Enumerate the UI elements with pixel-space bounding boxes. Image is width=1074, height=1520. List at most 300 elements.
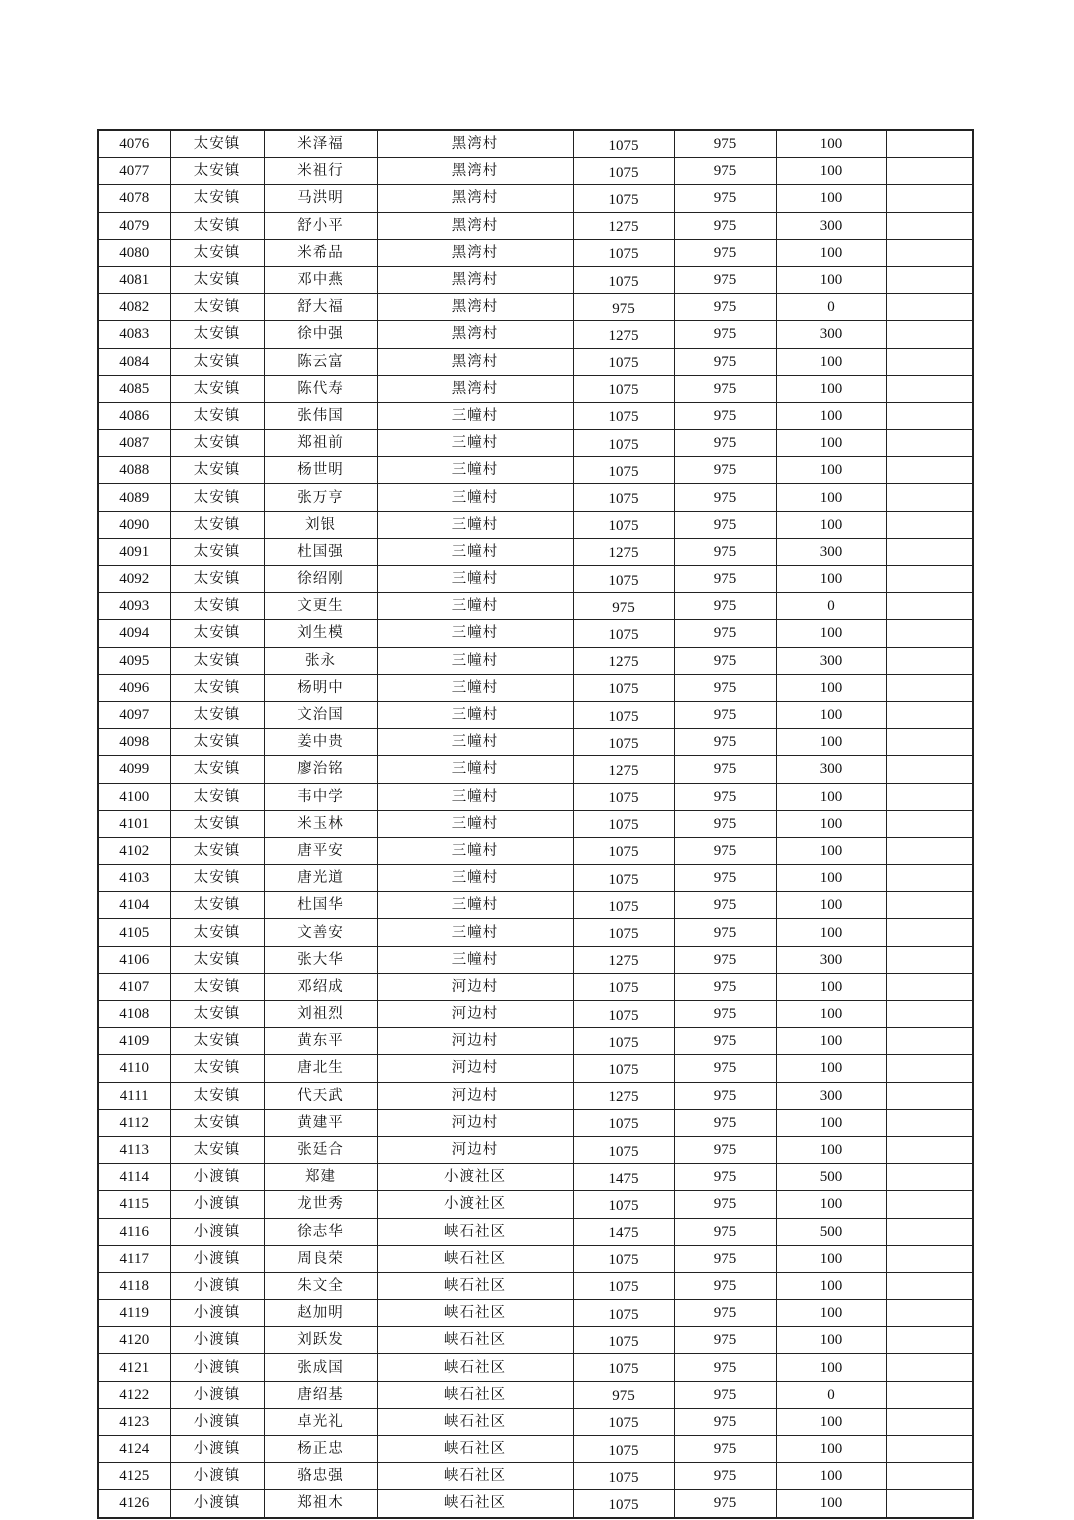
remark-cell <box>886 1055 973 1082</box>
serial-cell: 4080 <box>98 239 170 266</box>
village-cell: 三幢村 <box>377 865 573 892</box>
table-row <box>98 701 973 728</box>
remark-cell <box>886 946 973 973</box>
serial-cell: 4114 <box>98 1164 170 1191</box>
town-cell: 太安镇 <box>170 130 264 158</box>
difference-cell: 0 <box>776 294 886 321</box>
table-row <box>98 1408 973 1435</box>
base-cell: 975 <box>674 1436 776 1463</box>
serial-cell: 4122 <box>98 1381 170 1408</box>
table-row <box>98 375 973 402</box>
difference-cell: 100 <box>776 701 886 728</box>
table-row <box>98 402 973 429</box>
town-cell: 小渡镇 <box>170 1300 264 1327</box>
base-cell: 975 <box>674 810 776 837</box>
difference-cell: 500 <box>776 1164 886 1191</box>
standard-cell: 1075 <box>573 158 674 185</box>
difference-cell: 100 <box>776 810 886 837</box>
standard-cell: 1075 <box>573 783 674 810</box>
name-cell: 郑祖木 <box>264 1490 377 1518</box>
name-cell: 代天武 <box>264 1082 377 1109</box>
town-cell: 小渡镇 <box>170 1354 264 1381</box>
serial-cell: 4079 <box>98 212 170 239</box>
name-cell: 韦中学 <box>264 783 377 810</box>
base-cell: 975 <box>674 158 776 185</box>
remark-cell <box>886 1327 973 1354</box>
remark-cell <box>886 892 973 919</box>
standard-cell: 1075 <box>573 1408 674 1435</box>
village-cell: 河边村 <box>377 1082 573 1109</box>
difference-cell: 300 <box>776 1082 886 1109</box>
standard-cell: 1075 <box>573 1055 674 1082</box>
standard-cell: 1075 <box>573 892 674 919</box>
serial-cell: 4102 <box>98 837 170 864</box>
table-row <box>98 239 973 266</box>
town-cell: 太安镇 <box>170 729 264 756</box>
difference-cell: 100 <box>776 620 886 647</box>
name-cell: 刘祖烈 <box>264 1001 377 1028</box>
base-cell: 975 <box>674 783 776 810</box>
standard-cell: 1275 <box>573 1082 674 1109</box>
difference-cell: 100 <box>776 130 886 158</box>
village-cell: 三幢村 <box>377 647 573 674</box>
standard-cell: 1075 <box>573 1191 674 1218</box>
serial-cell: 4115 <box>98 1191 170 1218</box>
serial-cell: 4105 <box>98 919 170 946</box>
difference-cell: 0 <box>776 593 886 620</box>
serial-cell: 4118 <box>98 1272 170 1299</box>
name-cell: 廖治铭 <box>264 756 377 783</box>
serial-cell: 4117 <box>98 1245 170 1272</box>
base-cell: 975 <box>674 266 776 293</box>
table-row <box>98 566 973 593</box>
standard-cell: 1075 <box>573 348 674 375</box>
remark-cell <box>886 212 973 239</box>
table-row <box>98 1381 973 1408</box>
town-cell: 太安镇 <box>170 946 264 973</box>
table-row <box>98 1109 973 1136</box>
standard-cell: 1275 <box>573 212 674 239</box>
name-cell: 朱文全 <box>264 1272 377 1299</box>
name-cell: 杜国华 <box>264 892 377 919</box>
serial-cell: 4077 <box>98 158 170 185</box>
base-cell: 975 <box>674 1381 776 1408</box>
base-cell: 975 <box>674 348 776 375</box>
town-cell: 太安镇 <box>170 538 264 565</box>
town-cell: 小渡镇 <box>170 1245 264 1272</box>
standard-cell: 1075 <box>573 402 674 429</box>
standard-cell: 1075 <box>573 484 674 511</box>
town-cell: 太安镇 <box>170 348 264 375</box>
name-cell: 卓光礼 <box>264 1408 377 1435</box>
table-row <box>98 212 973 239</box>
village-cell: 黑湾村 <box>377 185 573 212</box>
difference-cell: 100 <box>776 1300 886 1327</box>
remark-cell <box>886 593 973 620</box>
serial-cell: 4091 <box>98 538 170 565</box>
base-cell: 975 <box>674 1300 776 1327</box>
standard-cell: 1075 <box>573 1354 674 1381</box>
village-cell: 河边村 <box>377 973 573 1000</box>
name-cell: 唐绍基 <box>264 1381 377 1408</box>
difference-cell: 100 <box>776 1327 886 1354</box>
standard-cell: 1075 <box>573 810 674 837</box>
town-cell: 小渡镇 <box>170 1327 264 1354</box>
base-cell: 975 <box>674 1327 776 1354</box>
serial-cell: 4125 <box>98 1463 170 1490</box>
base-cell: 975 <box>674 457 776 484</box>
difference-cell: 0 <box>776 1381 886 1408</box>
serial-cell: 4087 <box>98 430 170 457</box>
name-cell: 米希品 <box>264 239 377 266</box>
town-cell: 太安镇 <box>170 783 264 810</box>
name-cell: 文善安 <box>264 919 377 946</box>
serial-cell: 4110 <box>98 1055 170 1082</box>
standard-cell: 1075 <box>573 1272 674 1299</box>
table-row <box>98 946 973 973</box>
town-cell: 太安镇 <box>170 457 264 484</box>
standard-cell: 1075 <box>573 865 674 892</box>
remark-cell <box>886 756 973 783</box>
serial-cell: 4123 <box>98 1408 170 1435</box>
serial-cell: 4104 <box>98 892 170 919</box>
village-cell: 河边村 <box>377 1028 573 1055</box>
difference-cell: 100 <box>776 266 886 293</box>
table-row <box>98 892 973 919</box>
standard-cell: 1275 <box>573 538 674 565</box>
village-cell: 峡石社区 <box>377 1490 573 1518</box>
serial-cell: 4082 <box>98 294 170 321</box>
difference-cell: 300 <box>776 538 886 565</box>
name-cell: 黄东平 <box>264 1028 377 1055</box>
remark-cell <box>886 1354 973 1381</box>
difference-cell: 100 <box>776 1028 886 1055</box>
base-cell: 975 <box>674 701 776 728</box>
remark-cell <box>886 973 973 1000</box>
village-cell: 河边村 <box>377 1001 573 1028</box>
serial-cell: 4094 <box>98 620 170 647</box>
remark-cell <box>886 1436 973 1463</box>
name-cell: 赵加明 <box>264 1300 377 1327</box>
difference-cell: 100 <box>776 865 886 892</box>
village-cell: 峡石社区 <box>377 1463 573 1490</box>
standard-cell: 1075 <box>573 239 674 266</box>
serial-cell: 4092 <box>98 566 170 593</box>
difference-cell: 100 <box>776 484 886 511</box>
standard-cell: 1075 <box>573 511 674 538</box>
base-cell: 975 <box>674 566 776 593</box>
serial-cell: 4083 <box>98 321 170 348</box>
village-cell: 黑湾村 <box>377 375 573 402</box>
town-cell: 太安镇 <box>170 1109 264 1136</box>
standard-cell: 1475 <box>573 1164 674 1191</box>
village-cell: 三幢村 <box>377 946 573 973</box>
remark-cell <box>886 729 973 756</box>
table-row <box>98 837 973 864</box>
difference-cell: 100 <box>776 511 886 538</box>
village-cell: 三幢村 <box>377 538 573 565</box>
table-row <box>98 1082 973 1109</box>
standard-cell: 1075 <box>573 919 674 946</box>
difference-cell: 100 <box>776 1408 886 1435</box>
base-cell: 975 <box>674 430 776 457</box>
remark-cell <box>886 1245 973 1272</box>
remark-cell <box>886 294 973 321</box>
remark-cell <box>886 1218 973 1245</box>
difference-cell: 100 <box>776 1136 886 1163</box>
name-cell: 张大华 <box>264 946 377 973</box>
table-row <box>98 1300 973 1327</box>
base-cell: 975 <box>674 185 776 212</box>
data-table <box>97 129 974 1519</box>
remark-cell <box>886 484 973 511</box>
remark-cell <box>886 1381 973 1408</box>
name-cell: 张万亨 <box>264 484 377 511</box>
difference-cell: 100 <box>776 185 886 212</box>
base-cell: 975 <box>674 1245 776 1272</box>
village-cell: 三幢村 <box>377 756 573 783</box>
difference-cell: 100 <box>776 1109 886 1136</box>
name-cell: 文更生 <box>264 593 377 620</box>
difference-cell: 100 <box>776 973 886 1000</box>
village-cell: 三幢村 <box>377 701 573 728</box>
serial-cell: 4101 <box>98 810 170 837</box>
base-cell: 975 <box>674 919 776 946</box>
town-cell: 小渡镇 <box>170 1463 264 1490</box>
serial-cell: 4078 <box>98 185 170 212</box>
town-cell: 小渡镇 <box>170 1191 264 1218</box>
table-row <box>98 130 973 158</box>
remark-cell <box>886 1001 973 1028</box>
town-cell: 太安镇 <box>170 321 264 348</box>
town-cell: 太安镇 <box>170 892 264 919</box>
town-cell: 小渡镇 <box>170 1381 264 1408</box>
village-cell: 峡石社区 <box>377 1272 573 1299</box>
difference-cell: 100 <box>776 1436 886 1463</box>
serial-cell: 4096 <box>98 674 170 701</box>
serial-cell: 4089 <box>98 484 170 511</box>
village-cell: 黑湾村 <box>377 266 573 293</box>
town-cell: 太安镇 <box>170 1001 264 1028</box>
serial-cell: 4109 <box>98 1028 170 1055</box>
difference-cell: 300 <box>776 212 886 239</box>
serial-cell: 4093 <box>98 593 170 620</box>
base-cell: 975 <box>674 1408 776 1435</box>
base-cell: 975 <box>674 402 776 429</box>
town-cell: 小渡镇 <box>170 1490 264 1518</box>
difference-cell: 100 <box>776 239 886 266</box>
remark-cell <box>886 538 973 565</box>
remark-cell <box>886 1191 973 1218</box>
town-cell: 小渡镇 <box>170 1218 264 1245</box>
village-cell: 河边村 <box>377 1055 573 1082</box>
village-cell: 峡石社区 <box>377 1245 573 1272</box>
base-cell: 975 <box>674 1164 776 1191</box>
difference-cell: 100 <box>776 783 886 810</box>
base-cell: 975 <box>674 1272 776 1299</box>
town-cell: 太安镇 <box>170 484 264 511</box>
standard-cell: 1075 <box>573 1436 674 1463</box>
difference-cell: 100 <box>776 892 886 919</box>
difference-cell: 100 <box>776 837 886 864</box>
remark-cell <box>886 457 973 484</box>
serial-cell: 4097 <box>98 701 170 728</box>
difference-cell: 300 <box>776 756 886 783</box>
name-cell: 刘银 <box>264 511 377 538</box>
village-cell: 三幢村 <box>377 783 573 810</box>
difference-cell: 100 <box>776 566 886 593</box>
village-cell: 三幢村 <box>377 566 573 593</box>
standard-cell: 975 <box>573 294 674 321</box>
village-cell: 三幢村 <box>377 511 573 538</box>
town-cell: 小渡镇 <box>170 1436 264 1463</box>
remark-cell <box>886 919 973 946</box>
remark-cell <box>886 837 973 864</box>
village-cell: 小渡社区 <box>377 1164 573 1191</box>
base-cell: 975 <box>674 212 776 239</box>
serial-cell: 4106 <box>98 946 170 973</box>
table-row <box>98 1164 973 1191</box>
table-row <box>98 1245 973 1272</box>
table-row <box>98 783 973 810</box>
remark-cell <box>886 375 973 402</box>
remark-cell <box>886 674 973 701</box>
standard-cell: 1075 <box>573 1490 674 1518</box>
remark-cell <box>886 321 973 348</box>
town-cell: 太安镇 <box>170 294 264 321</box>
village-cell: 三幢村 <box>377 892 573 919</box>
table-row <box>98 348 973 375</box>
remark-cell <box>886 647 973 674</box>
remark-cell <box>886 511 973 538</box>
base-cell: 975 <box>674 484 776 511</box>
base-cell: 975 <box>674 375 776 402</box>
remark-cell <box>886 1164 973 1191</box>
town-cell: 太安镇 <box>170 1082 264 1109</box>
name-cell: 张成国 <box>264 1354 377 1381</box>
remark-cell <box>886 566 973 593</box>
name-cell: 邓绍成 <box>264 973 377 1000</box>
town-cell: 太安镇 <box>170 375 264 402</box>
village-cell: 三幢村 <box>377 457 573 484</box>
village-cell: 黑湾村 <box>377 294 573 321</box>
town-cell: 太安镇 <box>170 511 264 538</box>
village-cell: 三幢村 <box>377 919 573 946</box>
base-cell: 975 <box>674 729 776 756</box>
standard-cell: 1075 <box>573 566 674 593</box>
name-cell: 唐光道 <box>264 865 377 892</box>
base-cell: 975 <box>674 593 776 620</box>
remark-cell <box>886 430 973 457</box>
name-cell: 龙世秀 <box>264 1191 377 1218</box>
table-row <box>98 1272 973 1299</box>
difference-cell: 100 <box>776 430 886 457</box>
name-cell: 米泽福 <box>264 130 377 158</box>
table-row <box>98 1136 973 1163</box>
difference-cell: 100 <box>776 919 886 946</box>
remark-cell <box>886 810 973 837</box>
town-cell: 小渡镇 <box>170 1408 264 1435</box>
table-row <box>98 538 973 565</box>
town-cell: 太安镇 <box>170 566 264 593</box>
village-cell: 黑湾村 <box>377 321 573 348</box>
base-cell: 975 <box>674 130 776 158</box>
standard-cell: 1075 <box>573 729 674 756</box>
base-cell: 975 <box>674 756 776 783</box>
name-cell: 文治国 <box>264 701 377 728</box>
serial-cell: 4111 <box>98 1082 170 1109</box>
town-cell: 太安镇 <box>170 158 264 185</box>
base-cell: 975 <box>674 1028 776 1055</box>
village-cell: 黑湾村 <box>377 239 573 266</box>
base-cell: 975 <box>674 1490 776 1518</box>
serial-cell: 4081 <box>98 266 170 293</box>
table-row <box>98 1001 973 1028</box>
standard-cell: 1275 <box>573 946 674 973</box>
village-cell: 峡石社区 <box>377 1218 573 1245</box>
difference-cell: 100 <box>776 729 886 756</box>
name-cell: 邓中燕 <box>264 266 377 293</box>
standard-cell: 1275 <box>573 756 674 783</box>
base-cell: 975 <box>674 647 776 674</box>
base-cell: 975 <box>674 674 776 701</box>
name-cell: 杜国强 <box>264 538 377 565</box>
difference-cell: 100 <box>776 1001 886 1028</box>
town-cell: 太安镇 <box>170 1136 264 1163</box>
remark-cell <box>886 348 973 375</box>
standard-cell: 1075 <box>573 430 674 457</box>
table-row <box>98 430 973 457</box>
name-cell: 姜中贵 <box>264 729 377 756</box>
village-cell: 峡石社区 <box>377 1300 573 1327</box>
standard-cell: 1075 <box>573 1463 674 1490</box>
difference-cell: 100 <box>776 1245 886 1272</box>
village-cell: 峡石社区 <box>377 1381 573 1408</box>
village-cell: 峡石社区 <box>377 1436 573 1463</box>
village-cell: 三幢村 <box>377 593 573 620</box>
difference-cell: 300 <box>776 946 886 973</box>
village-cell: 三幢村 <box>377 810 573 837</box>
serial-cell: 4108 <box>98 1001 170 1028</box>
standard-cell: 1075 <box>573 1109 674 1136</box>
name-cell: 杨明中 <box>264 674 377 701</box>
name-cell: 杨世明 <box>264 457 377 484</box>
base-cell: 975 <box>674 620 776 647</box>
town-cell: 小渡镇 <box>170 1164 264 1191</box>
name-cell: 唐平安 <box>264 837 377 864</box>
serial-cell: 4076 <box>98 130 170 158</box>
standard-cell: 975 <box>573 1381 674 1408</box>
table-body <box>98 130 973 1518</box>
table-row <box>98 1354 973 1381</box>
remark-cell <box>886 1136 973 1163</box>
base-cell: 975 <box>674 892 776 919</box>
village-cell: 黑湾村 <box>377 348 573 375</box>
village-cell: 河边村 <box>377 1109 573 1136</box>
difference-cell: 100 <box>776 348 886 375</box>
difference-cell: 100 <box>776 1354 886 1381</box>
table-row <box>98 756 973 783</box>
name-cell: 徐中强 <box>264 321 377 348</box>
table-row <box>98 919 973 946</box>
table-row <box>98 185 973 212</box>
name-cell: 骆忠强 <box>264 1463 377 1490</box>
difference-cell: 100 <box>776 674 886 701</box>
table-row <box>98 457 973 484</box>
standard-cell: 1075 <box>573 185 674 212</box>
remark-cell <box>886 1408 973 1435</box>
name-cell: 陈云富 <box>264 348 377 375</box>
